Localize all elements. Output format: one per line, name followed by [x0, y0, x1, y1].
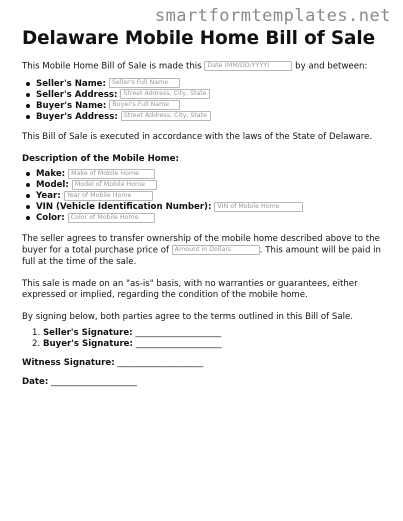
list-item: [36, 191, 384, 202]
color-label: Color:: [36, 213, 65, 223]
buyer-address-input[interactable]: Street Address, City, State: [121, 111, 211, 121]
description-heading: Description of the Mobile Home:: [22, 153, 179, 164]
intro-text-after: by and between:: [295, 61, 368, 72]
year-input[interactable]: Year of Mobile Home: [64, 191, 153, 201]
signature-list: [22, 328, 384, 349]
buyer-signature-line[interactable]: ____________________: [135, 338, 222, 349]
seller-signature-line[interactable]: ____________________: [135, 328, 222, 338]
document-page: [22, 28, 384, 387]
seller-name-input[interactable]: Seller's Full Name: [109, 78, 180, 88]
witness-signature-line[interactable]: ____________________: [117, 358, 204, 368]
buyer-address-label: Buyer's Address:: [36, 111, 118, 122]
list-item: [36, 78, 384, 89]
seller-address-input[interactable]: Street Address, City, State: [120, 89, 210, 99]
buyer-signature-number: 2.: [32, 338, 41, 349]
description-list: [22, 169, 384, 224]
date-input[interactable]: Date (MM/DD/YYYY): [204, 61, 292, 71]
model-label: Model:: [36, 180, 69, 190]
intro-text-before: This Mobile Home Bill of Sale is made this: [22, 61, 202, 72]
intro-paragraph: [22, 61, 384, 73]
date-label: Date:: [22, 377, 49, 387]
witness-signature-label: Witness Signature:: [22, 358, 115, 368]
list-item: [36, 89, 384, 100]
list-item: [36, 202, 384, 213]
model-input[interactable]: Model of Mobile Home: [72, 180, 157, 190]
list-item: [32, 328, 384, 339]
date-row: [22, 377, 384, 387]
agreement-paragraph: By signing below, both parties agree to the terms outlined in this Bill of Sale.: [22, 311, 354, 322]
parties-list: [22, 78, 384, 122]
transfer-text-after: . This amount will be paid in full at the time of the sale.: [22, 245, 381, 267]
list-item: [36, 213, 384, 224]
list-item: [36, 100, 384, 111]
list-item: [36, 111, 384, 122]
make-label: Make:: [36, 169, 66, 179]
color-input[interactable]: Color of Mobile Home: [68, 213, 155, 223]
seller-signature-number: 1.: [32, 328, 41, 338]
list-item: [36, 169, 384, 180]
amount-input[interactable]: Amount in Dollars: [172, 245, 260, 255]
seller-name-label: Seller's Name:: [36, 78, 106, 89]
seller-address-label: Seller's Address:: [36, 89, 118, 100]
buyer-name-label: Buyer's Name:: [36, 100, 107, 111]
date-line[interactable]: ____________________: [51, 377, 137, 387]
document-title: Delaware Mobile Home Bill of Sale: [22, 28, 375, 49]
make-input[interactable]: Make of Mobile Home: [68, 169, 155, 179]
transfer-paragraph: [22, 234, 384, 269]
buyer-name-input[interactable]: Buyer's Full Name: [109, 100, 180, 110]
law-paragraph: This Bill of Sale is executed in accordance with the laws of the State of Delaware.: [22, 132, 373, 142]
vin-input[interactable]: VIN of Mobile Home: [214, 202, 303, 212]
list-item: [32, 339, 384, 350]
list-item: [36, 180, 384, 191]
vin-label: VIN (Vehicle Identification Number):: [36, 202, 212, 212]
transfer-text-before: The seller agrees to transfer ownership of the mobile home described above to the buyer for a total purchase price of: [22, 233, 380, 256]
as-is-paragraph: This sale is made on an "as-is" basis, with no warranties or guarantees, either expressed or implied, regarding the condition of the mobile home.: [22, 278, 358, 300]
site-watermark: smartformtemplates.net: [154, 6, 391, 26]
buyer-signature-label: Buyer's Signature:: [42, 338, 133, 349]
witness-signature-row: [22, 358, 384, 368]
seller-signature-label: Seller's Signature:: [42, 328, 133, 338]
year-label: Year:: [36, 191, 61, 201]
